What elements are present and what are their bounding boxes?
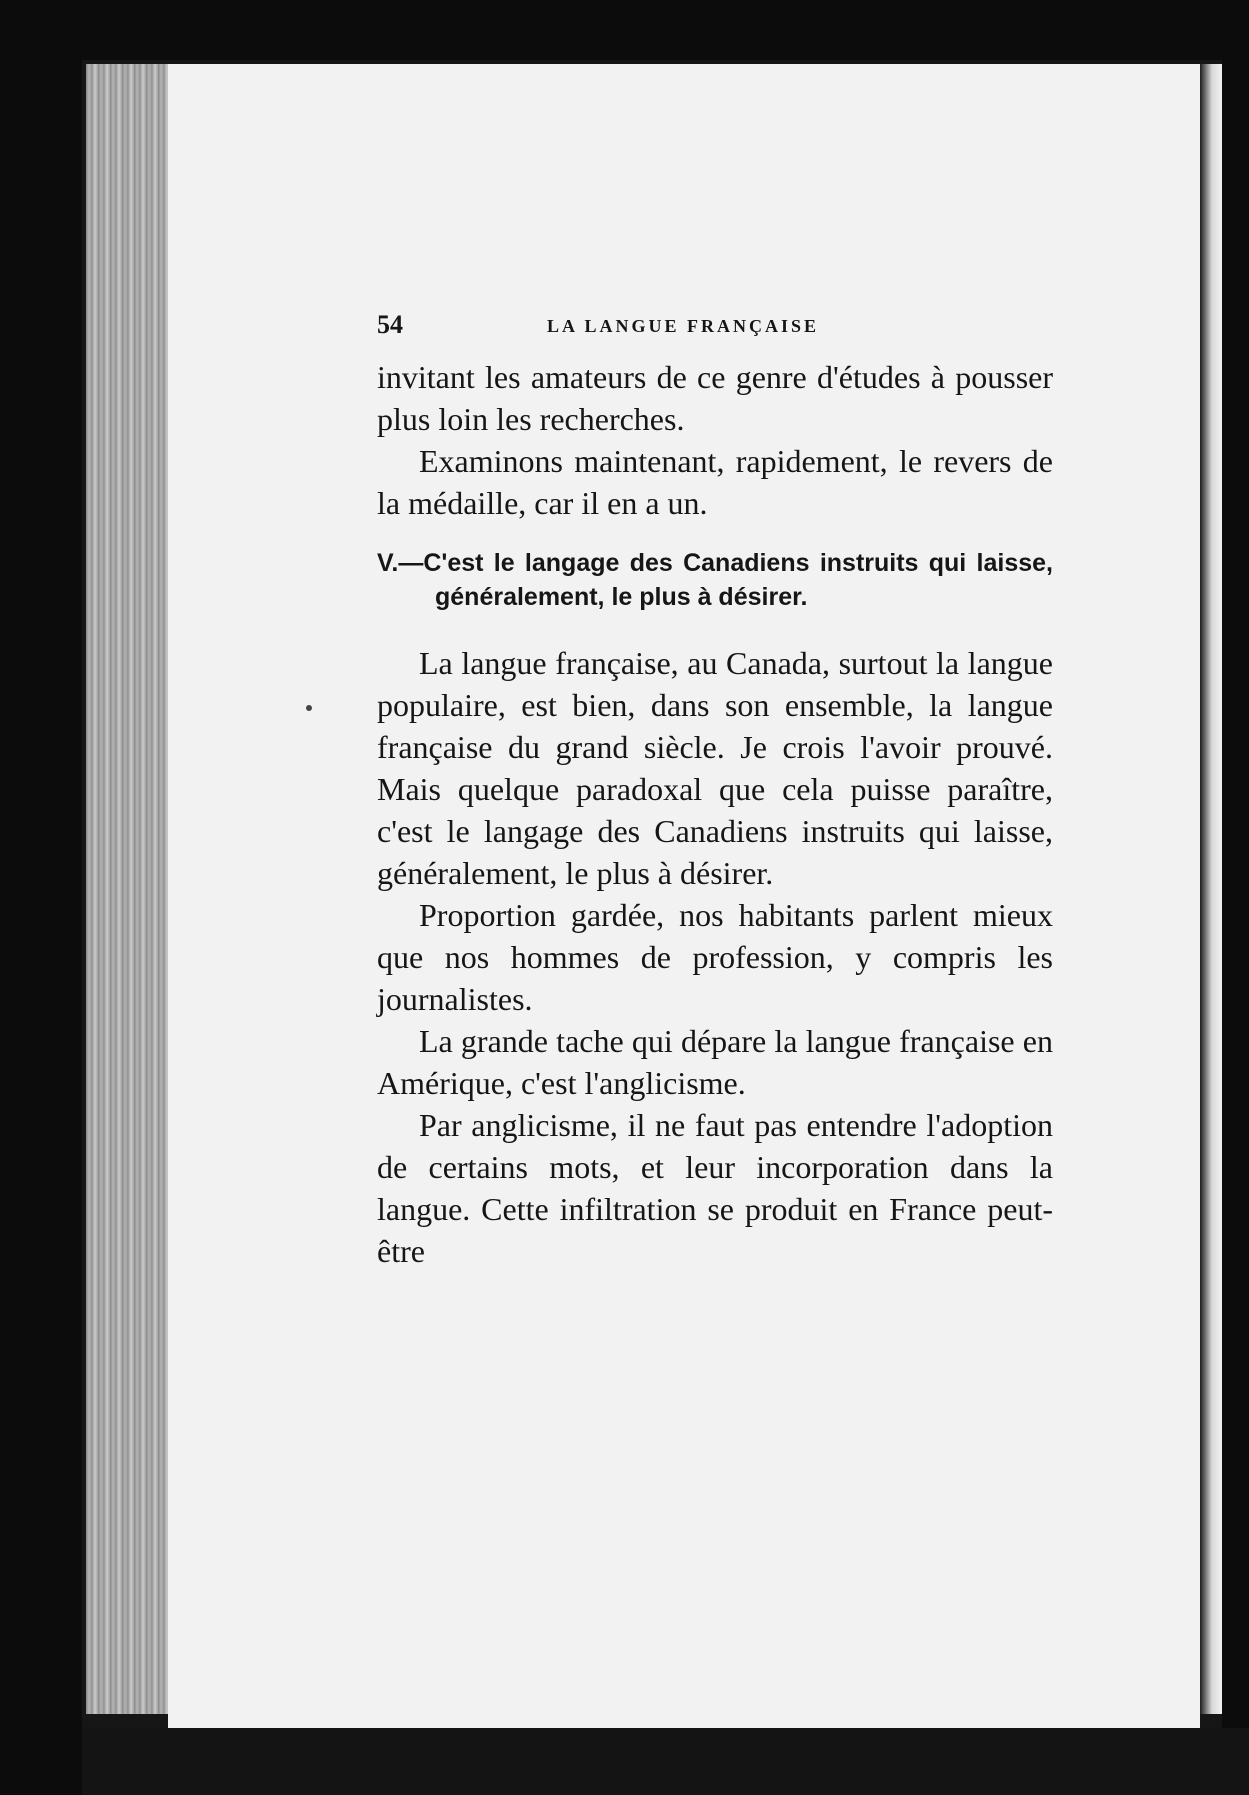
- page-content: [377, 310, 1053, 1272]
- paragraph-continued: invitant les amateurs de ce genre d'études à pousser plus loin les recherches.: [377, 359, 1053, 437]
- running-head: [377, 310, 1053, 344]
- paragraph-anglicisme: Par anglicisme, il ne faut pas entendre l'adoption de certains mots, et leur incorporation dans la langue. Cette infiltration se produit en France peut-être: [377, 1107, 1053, 1269]
- paragraph-proportion: Proportion gardée, nos habitants parlent mieux que nos hommes de profession, y compris les journalistes.: [377, 897, 1053, 1017]
- book-gutter: [86, 64, 172, 1714]
- running-title: LA LANGUE FRANÇAISE: [547, 316, 820, 336]
- section-heading: V.—C'est le langage des Canadiens instruits qui laisse, généralement, le plus à désirer.: [377, 549, 1053, 611]
- paragraph-examinons: Examinons maintenant, rapidement, le revers de la médaille, car il en a un.: [377, 443, 1053, 521]
- paragraph-langue-francaise: La langue française, au Canada, surtout la langue populaire, est bien, dans son ensemble, la langue française du grand siècle. Je crois l'avoir prouvé. Mais quelque paradoxal que cela puisse paraître, c'est le langage des Canadiens instruits qui laisse, généralement, le plus à désirer.: [377, 645, 1053, 891]
- margin-speck: [306, 705, 312, 711]
- page-right-edge: [1200, 64, 1222, 1714]
- page-number: 54: [377, 310, 403, 339]
- paragraph-grande-tache: La grande tache qui dépare la langue française en Amérique, c'est l'anglicisme.: [377, 1023, 1053, 1101]
- scan-bottom-band: [82, 1728, 1249, 1795]
